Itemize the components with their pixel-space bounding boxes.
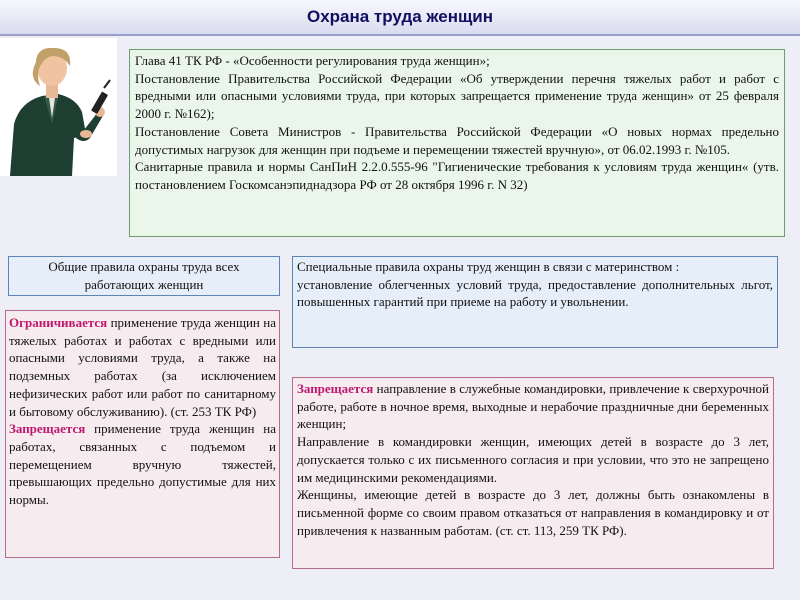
special-rules-heading: Специальные правила охраны труд женщин в связи с материнством : — [297, 259, 680, 274]
legislation-box — [129, 49, 785, 237]
prohibition-keyword: Запрещается — [9, 421, 86, 437]
business-trip-paragraph: Направление в командировки женщин, имеющих детей в возрасте до 3 лет, допускается только с их письменного согласия и при условии, что это не запрещено им медицинскими рекомендациями. — [297, 434, 769, 485]
prohibition-text: направление в служебные командировки, привлечение к сверхурочной работе, работе в ночное время, выходные и нерабочие праздничные дни беременных женщин; — [297, 381, 769, 432]
legislation-item: Санитарные правила и нормы СанПиН 2.2.0.555-96 "Гигиенические требования к условиям труда женщин« (утв. постановлением Госкомсанэпиднадзора РФ от 28 октября 1996 г. N 32) — [135, 159, 779, 192]
women-restrictions-box — [5, 310, 280, 558]
prohibition-text: применение труда женщин на работах, связанных с подъемом и перемещением вручную тяжестей, превышающих предельно допустимые для них нормы. — [9, 421, 276, 508]
legislation-item: Глава 41 ТК РФ - «Особенности регулирования труда женщин»; — [135, 53, 490, 68]
maternity-protection-box — [292, 377, 774, 569]
legislation-item: Постановление Правительства Российской Федерации «Об утверждении перечня тяжелых работ и работ с вредными или опасными условиями труда, при которых запрещается применение труда женщин» от 25 февраля 2000 г. №162); — [135, 70, 779, 122]
page-title: Охрана труда женщин — [0, 0, 800, 36]
restriction-text: применение труда женщин на тяжелых работах и работах с вредными или опасными условиями труда, а также на подземных работах (за исключением нефизических работ или работ по санитарному и бытовому обслуживанию). (ст. 253 ТК РФ) — [9, 315, 276, 419]
general-rules-heading: Общие правила охраны труда всех работающих женщин — [48, 259, 240, 292]
general-rules-heading-box — [8, 256, 280, 296]
prohibition-keyword: Запрещается — [297, 381, 374, 396]
restriction-paragraph — [9, 314, 276, 420]
prohibition-paragraph — [9, 420, 276, 509]
special-rules-text: установление облегченных условий труда, предоставление дополнительных льгот, повышенных гарантий при приеме на работу и увольнении. — [297, 276, 773, 310]
restriction-keyword: Ограничивается — [9, 315, 108, 330]
special-rules-box — [292, 256, 778, 348]
notification-paragraph: Женщины, имеющие детей в возрасте до 3 лет, должны быть ознакомлены в письменной форме со своим правом отказаться от направления в командировку и от привлечения к названным работам. (ст. ст. 113, 259 ТК РФ). — [297, 487, 769, 538]
prohibition-paragraph — [297, 380, 769, 433]
woman-with-phone-icon — [0, 38, 117, 176]
legislation-item: Постановление Совета Министров - Правительства Российской Федерации «О новых нормах предельно допустимых нагрузок для женщин при подъеме и перемещении тяжестей вручную», от 06.02.1993 г. №105. — [135, 123, 779, 157]
